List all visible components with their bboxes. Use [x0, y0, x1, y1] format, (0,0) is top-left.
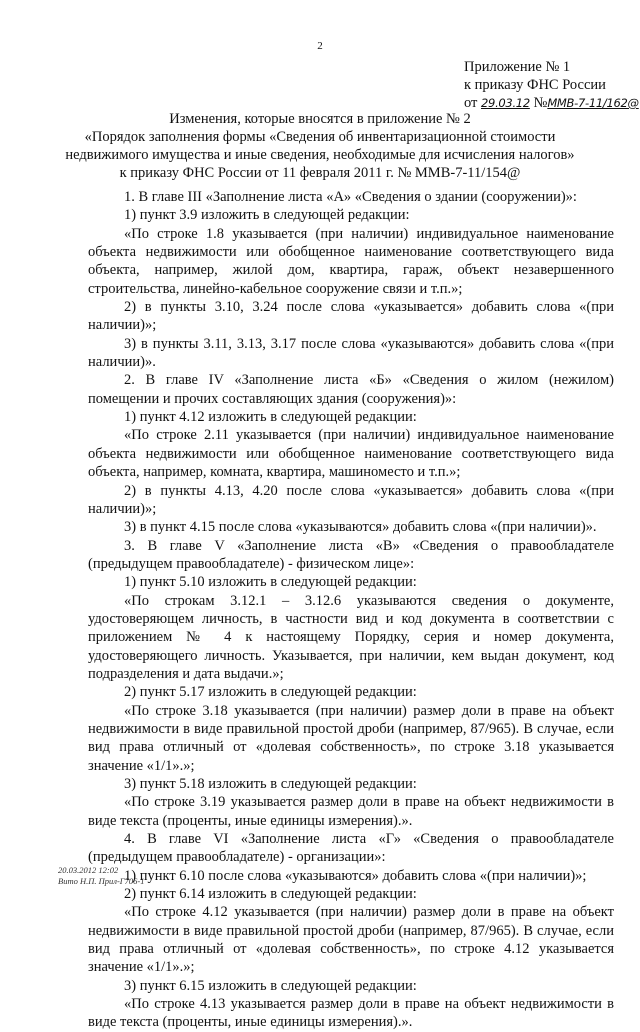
paragraph: 2) пункт 5.17 изложить в следующей редакции:: [124, 684, 417, 701]
paragraph: «По строке 4.12 указывается (при наличии) размер доли в праве на объект недвижимости в виде правильной простой дроби (например, 87/965). В случае, если вид права отличный от «долевая собственность», по строке 4.12 указывается значение «1/1».»;: [88, 904, 614, 976]
paragraph: 1. В главе III «Заполнение листа «А» «Сведения о здании (сооружении)»:: [124, 189, 577, 205]
title-line-3: недвижимого имущества и иные сведения, необходимые для исчисления налогов»: [65, 147, 575, 163]
title-line-4: к приказу ФНС России от 11 февраля 2011 г. № ММВ-7-11/154@: [119, 165, 521, 181]
paragraph: 3) пункт 5.18 изложить в следующей редакции:: [124, 776, 417, 792]
paragraph: «По строке 2.11 указывается (при наличии) индивидуальное наименование объекта недвижимости или обобщенное наименование соответствующего вида объекта, например, комната, квартира, машиноместо и т.п.»;: [88, 427, 614, 481]
handwritten-order-number: ММВ-7-11/162@: [547, 96, 639, 110]
title-line-1: Изменения, которые вносятся в приложение № 2: [169, 111, 471, 127]
appendix-header: [464, 58, 639, 112]
paragraph: «По строке 1.8 указывается (при наличии) индивидуальное наименование объекта недвижимости или обобщенное наименование соответствующего вида объекта, например, жилой дом, квартира, гараж, объект незавершенного строительства, линейно-кабельное сооружение связи и т.п.»;: [88, 225, 614, 297]
paragraph: 4. В главе VI «Заполнение листа «Г» «Сведения о правообладателе (предыдущем правообладателе) - организации»:: [88, 831, 614, 866]
paragraph: 1) пункт 3.9 изложить в следующей редакции:: [124, 207, 410, 224]
footer-line-1: 20.03.2012 12:02: [58, 865, 119, 875]
paragraph: 2) в пункты 4.13, 4.20 после слова «указывается» добавить слова «(при наличии)»;: [88, 482, 614, 517]
paragraph: «По строкам 3.12.1 – 3.12.6 указываются сведения о документе, удостоверяющем личность, в частности вид и код документа в соответствии с приложением № 4 к настоящему Порядку, серия и номер документа, удостоверяющего личность. Указывается, при наличии, кем выдан документ, код подразделения и дата выдачи.»;: [88, 592, 614, 682]
paragraph: 3. В главе V «Заполнение листа «В» «Сведения о правообладателе (предыдущем правообладателе) - физическом лице»:: [88, 537, 614, 572]
document-body: [88, 188, 614, 1032]
page-number: 2: [317, 40, 323, 52]
paragraph: 2) в пункты 3.10, 3.24 после слова «указывается» добавить слова «(при наличии)»;: [88, 299, 614, 334]
title-line-2: «Порядок заполнения формы «Сведения об инвентаризационной стоимости: [84, 129, 556, 145]
appendix-date-prefix: от: [464, 95, 478, 111]
paragraph: 3) в пункт 4.15 после слова «указываются» добавить слова «(при наличии)».: [124, 519, 597, 536]
document-title: [0, 110, 640, 182]
paragraph: 3) пункт 6.15 изложить в следующей редакции:: [124, 977, 417, 994]
handwritten-date: 29.03.12: [481, 96, 530, 110]
paragraph: «По строке 3.18 указывается (при наличии) размер доли в праве на объект недвижимости в виде правильной простой дроби (например, 87/965). В случае, если вид права отличный от «долевая собственность», по строке 3.18 указывается значение «1/1».»;: [88, 702, 614, 774]
paragraph: 1) пункт 6.10 после слова «указываются» добавить слова «(при наличии)»;: [124, 867, 587, 884]
appendix-line-1: Приложение № 1: [464, 59, 571, 75]
paragraph: 1) пункт 5.10 изложить в следующей редакции:: [124, 574, 417, 591]
appendix-number-label: №: [533, 95, 548, 111]
paragraph: 1) пункт 4.12 изложить в следующей редакции:: [124, 409, 417, 426]
paragraph: «По строке 4.13 указывается размер доли в праве на объект недвижимости в виде текста (проценты, иные единицы измерения).».: [88, 996, 614, 1031]
paragraph: «По строке 3.19 указывается размер доли в праве на объект недвижимости в виде текста (проценты, иные единицы измерения).».: [88, 794, 614, 829]
paragraph: 3) в пункты 3.11, 3.13, 3.17 после слова «указываются» добавить слова «(при наличии)».: [88, 335, 614, 371]
appendix-line-2: к приказу ФНС России: [464, 77, 606, 93]
footer-line-2: Вито Н.П. Прил-Г706-1: [58, 876, 145, 886]
footer-stamp: [58, 865, 144, 887]
paragraph: 2. В главе IV «Заполнение листа «Б» «Сведения о жилом (нежилом) помещении и прочих составляющих здания (сооружения)»:: [88, 372, 614, 407]
paragraph: 2) пункт 6.14 изложить в следующей редакции:: [124, 886, 417, 903]
